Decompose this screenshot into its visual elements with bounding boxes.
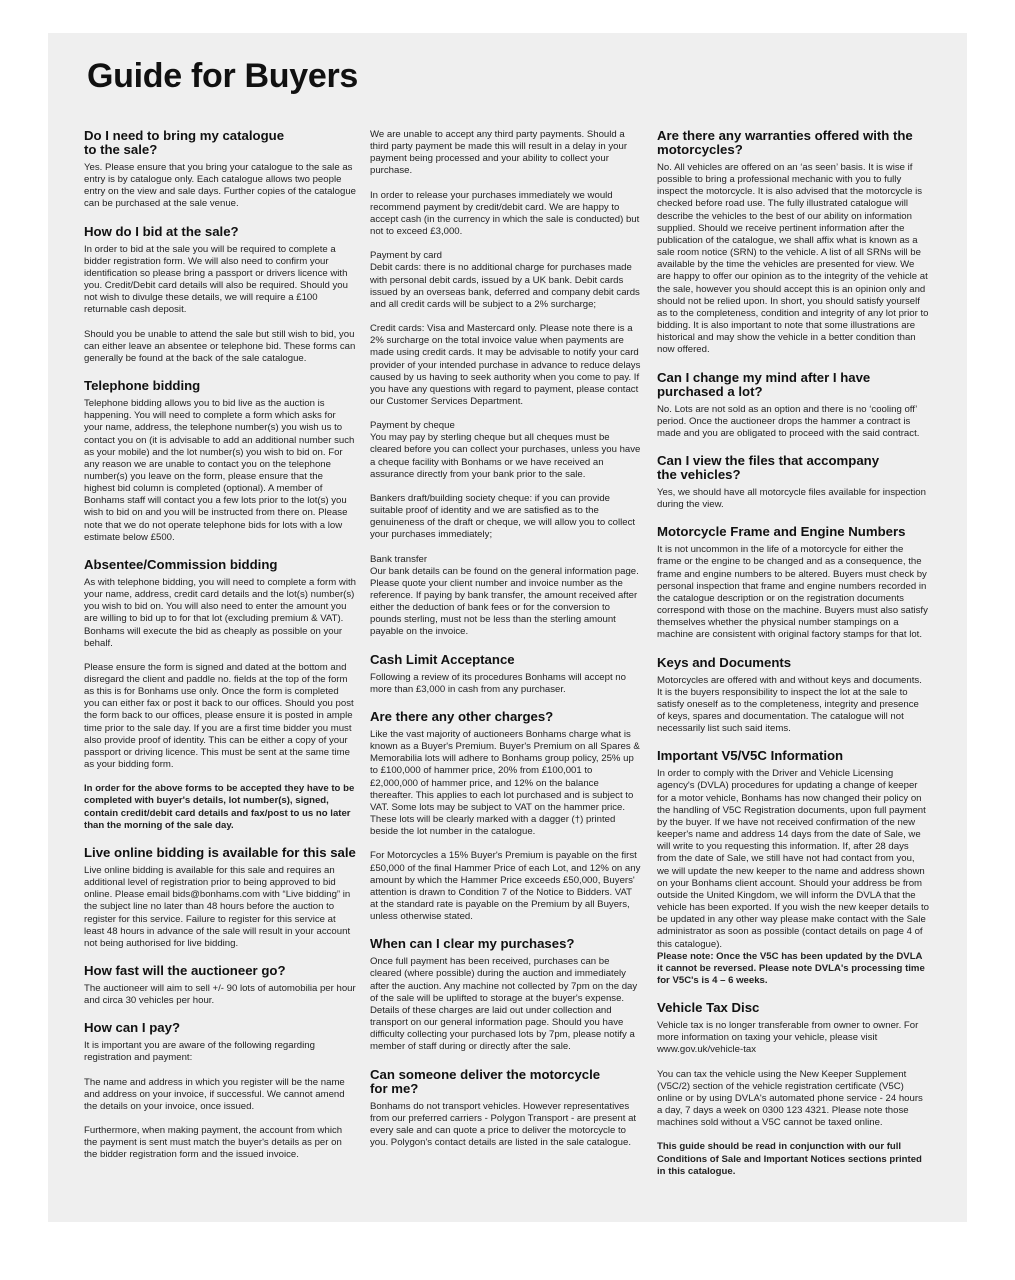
section-heading: Cash Limit Acceptance [370, 651, 515, 667]
paragraph-text: It is not uncommon in the life of a motorcycle for either the frame or the engine to be changed and as a consequence, the frame and engine numbers to be altered. Buyers must check by personal inspection that frame and engine numbers recorded in the catalogue description or on the registration documents correspond with those on the machine. Buyers must also satisfy themselves whether the physical number stampings on a machine are consistent with original factory stamps for that lot. [657, 544, 928, 641]
paragraph-text: Following a review of its procedures Bonhams will accept no more than £3,000 in cash from any purchaser. [370, 671, 626, 695]
paragraph-text: Bonhams do not transport vehicles. However representatives from our preferred carriers - Polygon Transport - are present at every sale and can quote a price to deliver the motorcycle to you. Polygon's contact details are listed in the sale catalogue. [370, 1100, 637, 1148]
section-heading: Are there any warranties offered with the motorcycles? [657, 128, 913, 157]
section-paragraph [657, 1141, 929, 1177]
section-paragraph [84, 329, 356, 365]
section-heading: How do I bid at the sale? [84, 223, 239, 239]
section-heading: Live online bidding is available for this sale [84, 844, 356, 860]
paragraph-text: In order to comply with the Driver and Vehicle Licensing agency's (DVLA) procedures for updating a change of keeper for a motor vehicle, Bonhams has now changed their policy on the handling of V5C Registration documents, upon full payment by the buyer. If we have not received confirmation of the new keeper's name and address 14 days from the date of Sale, we will write to you requesting this information. If, after 28 days from the date of Sale, we still have not had contact from you, we will update the new keeper to the name and address shown on your Bonhams client account. Should your address be from outside the United Kingdom, we will inform the DVLA that the vehicle has been exported. If you wish the new keeper details to be updated in any other way please make contact with the Sale administrator as soon as possible (contact details on page 4 of this catalogue). [657, 768, 929, 950]
paragraph-text: Bank transfer Our bank details can be found on the general information page. Please quote your client number and invoice number as the reference. If paying by bank transfer, the amount received after either the deduction of bank fees or for the conversion to pounds sterling, must not be less than the sterling amount payable on the invoice. [370, 553, 639, 638]
section-paragraph [657, 768, 929, 987]
section-heading: Can I change my mind after I have purchased a lot? [657, 369, 871, 399]
page-title: Guide for Buyers [87, 57, 359, 95]
paragraph-text: Like the vast majority of auctioneers Bonhams charge what is known as a Buyer's Premium. Buyer's Premium on all Spares & Memorabilia lots will adhere to Bonhams group policy, 25% up to £100,000 of hammer price, 20% from £100,001 to £2,000,000 of hammer price, and 12% on the balance thereafter. This applies to each lot purchased and is subject to VAT. Some lots may be subject to VAT on the hammer price. These lots will be clearly marked with a dagger (†) printed beside the lot number in the catalogue. [370, 728, 640, 838]
paragraph-text: Vehicle tax is no longer transferable from owner to owner. For more information on taxing your vehicle, please visit www.gov.uk/vehicle-tax [657, 1020, 919, 1056]
section-paragraph [657, 675, 929, 736]
paragraph-text: This guide should be read in conjunction with our full Conditions of Sale and Important Notices sections printed in this catalogue. [657, 1141, 922, 1177]
section-paragraph [370, 420, 642, 481]
section [657, 371, 929, 440]
paragraph-text: As with telephone bidding, you will need to complete a form with your name, address, credit card details and the lot(s) number(s) you wish to bid on. You will also need to enter the amount you are willing to bid up to for that lot (excluding premium & VAT). Bonhams will execute the bid as cheaply as possible on your behalf. [84, 576, 356, 649]
section-paragraph [84, 865, 356, 950]
section-paragraph [84, 162, 356, 211]
section-paragraph [370, 493, 642, 542]
section [84, 558, 356, 832]
paragraph-note: Please note: Once the V5C has been updated by the DVLA it cannot be reversed. Please note DVLA's processing time for V5C's is 4 – 6 weeks. [657, 950, 925, 986]
paragraph-text: In order to release your purchases immediately we would recommend payment by credit/debit card. We are happy to accept cash (in the currency in which the sale is conducted) but not to exceed £3,000. [370, 189, 640, 238]
paragraph-text: You can tax the vehicle using the New Keeper Supplement (V5C/2) section of the vehicle registration certificate (V5C) online or by using DVLA's automated phone service - 24 hours a day, 7 days a week on 0300 123 4321. Please note those machines sold without a V5C cannot be taxed online. [657, 1068, 923, 1129]
paragraph-text: Yes, we should have all motorcycle files available for inspection during the view. [657, 486, 926, 511]
section-paragraph [370, 554, 642, 639]
section-heading: How can I pay? [84, 1020, 180, 1036]
section-paragraph [370, 956, 642, 1053]
section-paragraph [370, 129, 642, 178]
paragraph-text: Bankers draft/building society cheque: if you can provide suitable proof of identity and we are satisfied as to the genuineness of the draft or cheque, we will allow you to collect your purchases immediately; [370, 492, 636, 541]
section-paragraph [657, 544, 929, 641]
section [657, 749, 929, 987]
paragraph-text: The auctioneer will aim to sell +/- 90 lots of automobilia per hour and circa 30 vehicles per hour. [84, 982, 356, 1007]
section-paragraph [657, 162, 929, 357]
section [84, 129, 356, 211]
paragraph-text: For Motorcycles a 15% Buyer's Premium is payable on the first £50,000 of the final Hammer Price of each Lot, and 12% on any amount by which the Hammer Price exceeds £50,000, Buyers' attention is drawn to Condition 7 of the Notice to Bidders. VAT at the standard rate is payable on the Premium by all Buyers, unless otherwise stated. [370, 850, 641, 923]
column-2 [370, 129, 642, 1163]
section [657, 129, 929, 357]
paragraph-text: Should you be unable to attend the sale but still wish to bid, you can either leave an absentee or telephone bid. These forms can generally be found at the back of the sale catalogue. [84, 328, 356, 364]
paragraph-text: In order for the above forms to be accepted they have to be completed with buyer's details, lot number(s), signed, contain credit/debit card details and fax/post to us no later than the morning of the sale day. [84, 783, 355, 831]
section-heading: Important V5/V5C Information [657, 748, 844, 764]
section [84, 1021, 356, 1161]
section-paragraph [657, 487, 929, 511]
section [657, 1001, 929, 1178]
section [657, 656, 929, 736]
section-heading: Vehicle Tax Disc [657, 1000, 760, 1016]
section-paragraph [370, 190, 642, 239]
paragraph-text: Yes. Please ensure that you bring your catalogue to the sale as entry is by catalogue only. Each catalogue allows two people entry on the view and sale days. Further copies of the catalogue can be purchased at the sale venue. [84, 162, 356, 210]
paragraph-text: Please ensure the form is signed and dated at the bottom and disregard the client and paddle no. fields at the top of the form as this is for Bonhams use only. Once the form is completed you can either fax or post it back to our offices. Should you post the form back to our offices, please ensure it is posted in ample time prior to the sale day. If you are a first time bidder you must also provide proof of identity. This can be either a copy of your passport or driving licence. This must be sent at the same time as your bidding form. [84, 661, 354, 771]
section [84, 846, 356, 950]
column-3 [657, 129, 929, 1192]
paragraph-text: The name and address in which you register will be the name and address on your invoice, if successful. We cannot amend the details on your invoice, once issued. [84, 1076, 345, 1112]
section-heading: Keys and Documents [657, 654, 792, 670]
section-paragraph [370, 672, 642, 696]
paragraph-text: No. All vehicles are offered on an ‘as seen’ basis. It is wise if possible to bring a professional mechanic with you to fully inspect the motorcycle. It is also advised that the motorcycle is checked before road use. The fully illustrated catalogue will describe the vehicles to the best of our ability on information supplied. Should we receive pertinent information after the publication of the catalogue, we shall affix what is known as a sale room notice (SRN) to the vehicle. A list of all SRNs will be available by the time the vehicles are presented for view. We are happy to offer our opinion as to the integrity of the vehicle at the sale, however you should accept this is an opinion only and should not be relied upon. In short, you should satisfy yourself as to the completeness, condition and integrity of any lot prior to bidding. It is also important to note that some illustrations are historical and may show the vehicle in a better condition than now offered. [657, 162, 929, 356]
paragraph-text: Motorcycles are offered with and without keys and documents. It is the buyers responsibility to inspect the lot at the sale to satisfy oneself as to the completeness, integrity and presence of keys, spares and documentation. The catalogue will not necessarily list such said items. [657, 674, 922, 735]
section-paragraph [84, 577, 356, 650]
section [370, 710, 642, 923]
paragraph-text: No. Lots are not sold as an option and there is no ‘cooling off’ period. Once the auctioneer drops the hammer a contract is made and you are obligated to proceed with the said contract. [657, 403, 920, 439]
paragraph-text: We are unable to accept any third party payments. Should a third party payment be made this will result in a delay in your payment being processed and your ability to collect your purchase. [370, 129, 628, 177]
paragraph-text: It is important you are aware of the following regarding registration and payment: [84, 1040, 315, 1064]
paragraph-text: Payment by card Debit cards: there is no additional charge for purchases made with personal debit cards, issued by a UK bank. Debit cards issued by an overseas bank, deferred and company debit cards and all credit cards will be subject to a 2% surcharge; [370, 250, 640, 310]
section-heading: Telephone bidding [84, 378, 201, 394]
section-heading: When can I clear my purchases? [370, 936, 575, 952]
section-paragraph [370, 323, 642, 408]
section-heading: How fast will the auctioneer go? [84, 962, 286, 978]
paragraph-text: Credit cards: Visa and Mastercard only. Please note there is a 2% surcharge on the total invoice value when payments are made using credit cards. It may be advisable to notify your card provider of your intended purchase in advance to reduce delays caused by us having to seek authority when you come to pay. If you have any questions with regard to payment, please contact our Customer Services Department. [370, 323, 641, 407]
section-paragraph [370, 1101, 642, 1150]
section-heading: Do I need to bring my catalogue to the sale? [84, 128, 285, 157]
section-paragraph [84, 1077, 356, 1113]
section [84, 964, 356, 1007]
section-paragraph [84, 1125, 356, 1161]
section-paragraph [84, 783, 356, 832]
section-paragraph [84, 662, 356, 771]
section-paragraph [370, 729, 642, 838]
section [84, 225, 356, 365]
section [657, 525, 929, 641]
paragraph-text: Payment by cheque You may pay by sterling cheque but all cheques must be cleared before you can collect your purchases, unless you have a cheque facility with Bonhams or we have received an assurance directly from your bank prior to the sale. [370, 420, 641, 480]
section [370, 937, 642, 1053]
paragraph-text: Telephone bidding allows you to bid live as the auction is happening. You will need to complete a form which asks for your name, address, the telephone number(s) you wish us to contact you on (it is advisable to add an additional number such as your mobile) and the lot number(s) you wish to bid on. For any reason we are unable to contact you on the telephone number(s) you leave on the form, please ensure that the highest bid column is completed (optional). A member of Bonhams staff will contact you a few lots prior to the lot(s) you wish to bid on and you will be instructed from there on. Please note that we do not operate telephone bids for lots with a low estimate below £500. [84, 398, 355, 543]
section-paragraph [84, 1040, 356, 1064]
section-heading: Absentee/Commission bidding [84, 556, 278, 572]
paragraph-text: Once full payment has been received, purchases can be cleared (where possible) during the auction and immediately after the auction. Any machine not collected by 7pm on the day of the sale will be uplifted to storage at the buyer's expense. Details of these charges are laid out under collection and transport on our general information page. Should you have difficulty collecting your purchased lots by 7pm, please notify a member of staff during or directly after the sale. [370, 956, 638, 1053]
section-paragraph [84, 983, 356, 1007]
paragraph-text: Live online bidding is available for this sale and requires an additional level of registration prior to being approved to bid online. Please email bids@bonhams.com with “Live bidding” in the subject line no later than 48 hours before the auction to register for this service. Failure to register for this service at least 48 hours in advance of the sale will result in your account not being authorised for live bidding. [84, 864, 351, 949]
section-paragraph [370, 850, 642, 923]
section-paragraph [84, 244, 356, 317]
section-paragraph [370, 250, 642, 311]
section [84, 379, 356, 544]
paragraph-text: In order to bid at the sale you will be required to complete a bidder registration form. We will also need to confirm your identification so please bring a passport or drivers licence with you. Credit/Debit card details will also be required. Should you not wish to divulge these details, we will require a £100 returnable cash deposit. [84, 243, 348, 316]
section-paragraph [84, 398, 356, 544]
column-1 [84, 129, 356, 1176]
section [370, 1068, 642, 1150]
section-heading: Can I view the files that accompany the vehicles? [657, 452, 880, 482]
guide-page [48, 33, 967, 1222]
section [370, 653, 642, 696]
section-heading: Motorcycle Frame and Engine Numbers [657, 524, 906, 540]
section-paragraph [657, 1069, 929, 1130]
section [657, 454, 929, 511]
section-heading: Are there any other charges? [370, 708, 554, 724]
paragraph-text: Furthermore, when making payment, the account from which the payment is sent must match the buyer's details as per on the bidder registration form and the issued invoice. [84, 1125, 343, 1161]
section-paragraph [657, 1020, 929, 1056]
section-heading: Can someone deliver the motorcycle for me? [370, 1066, 601, 1096]
section-paragraph [657, 404, 929, 440]
section [370, 129, 642, 639]
